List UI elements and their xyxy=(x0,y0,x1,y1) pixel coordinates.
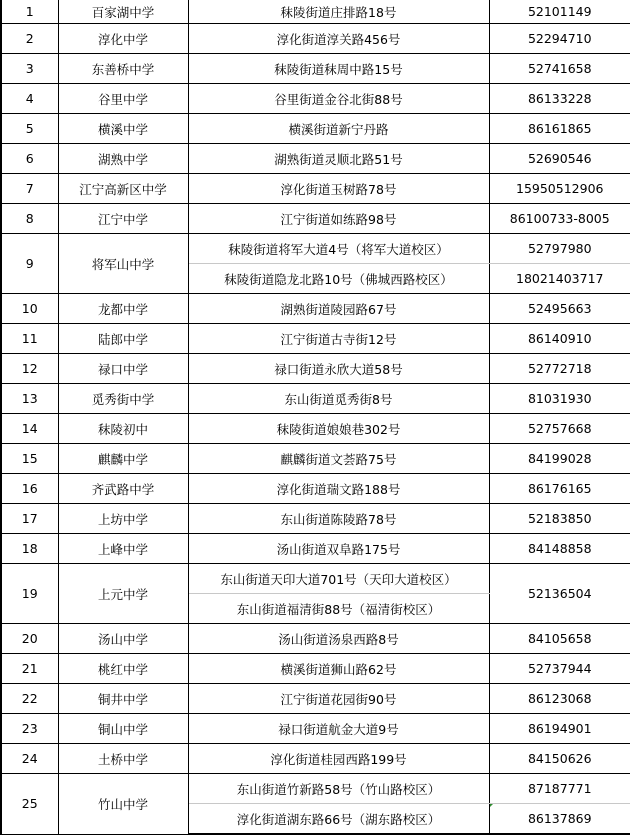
row-number: 9 xyxy=(1,234,58,294)
row-number: 14 xyxy=(1,414,58,444)
table-row xyxy=(1,684,630,714)
school-address: 湖熟街道陵园路67号 xyxy=(188,294,489,324)
table-row xyxy=(1,714,630,744)
school-phone: 81031930 xyxy=(489,384,630,414)
school-name: 秣陵初中 xyxy=(58,414,188,444)
school-name: 江宁高新区中学 xyxy=(58,174,188,204)
row-number: 23 xyxy=(1,714,58,744)
school-address: 淳化街道瑞文路188号 xyxy=(188,474,489,504)
school-name: 将军山中学 xyxy=(58,234,188,294)
school-phone: 52690546 xyxy=(489,144,630,174)
table-row xyxy=(1,414,630,444)
school-address: 江宁街道花园街90号 xyxy=(188,684,489,714)
table-row xyxy=(1,294,630,324)
table-row xyxy=(1,534,630,564)
row-number: 12 xyxy=(1,354,58,384)
school-phone: 87187771 xyxy=(489,774,630,804)
row-number: 19 xyxy=(1,564,58,624)
school-address: 秣陵街道娘娘巷302号 xyxy=(188,414,489,444)
school-phone: 86123068 xyxy=(489,684,630,714)
school-phone: 84105658 xyxy=(489,624,630,654)
table-row xyxy=(1,774,630,804)
school-phone: 52737944 xyxy=(489,654,630,684)
school-address: 东山街道天印大道701号（天印大道校区） xyxy=(188,564,489,594)
school-name: 陆郎中学 xyxy=(58,324,188,354)
row-number: 4 xyxy=(1,84,58,114)
row-number: 11 xyxy=(1,324,58,354)
table-row xyxy=(1,504,630,534)
table-row xyxy=(1,24,630,54)
table-row xyxy=(1,474,630,504)
row-number: 5 xyxy=(1,114,58,144)
school-address: 东山街道觅秀街8号 xyxy=(188,384,489,414)
school-phone: 52101149 xyxy=(489,0,630,24)
school-name: 谷里中学 xyxy=(58,84,188,114)
school-name: 龙都中学 xyxy=(58,294,188,324)
row-number: 17 xyxy=(1,504,58,534)
table-row xyxy=(1,564,630,594)
school-name: 东善桥中学 xyxy=(58,54,188,84)
school-address: 禄口街道航金大道9号 xyxy=(188,714,489,744)
table-row xyxy=(1,354,630,384)
school-name: 土桥中学 xyxy=(58,744,188,774)
school-address: 汤山街道双阜路175号 xyxy=(188,534,489,564)
school-address: 江宁街道如练路98号 xyxy=(188,204,489,234)
school-address-secondary: 淳化街道湖东路66号（湖东路校区） xyxy=(188,804,489,835)
table-row xyxy=(1,144,630,174)
school-name: 觅秀街中学 xyxy=(58,384,188,414)
table-row xyxy=(1,654,630,684)
school-address: 淳化街道桂园西路199号 xyxy=(188,744,489,774)
table-row xyxy=(1,54,630,84)
school-phone: 86133228 xyxy=(489,84,630,114)
school-address: 秣陵街道庄排路18号 xyxy=(188,0,489,24)
school-address-secondary: 秣陵街道隐龙北路10号（佛城西路校区） xyxy=(188,264,489,294)
school-address: 江宁街道古寺街12号 xyxy=(188,324,489,354)
row-number: 6 xyxy=(1,144,58,174)
school-name: 齐武路中学 xyxy=(58,474,188,504)
school-phone: 84148858 xyxy=(489,534,630,564)
school-name: 百家湖中学 xyxy=(58,0,188,24)
row-number: 1 xyxy=(1,0,58,24)
school-phone: 52136504 xyxy=(489,564,630,624)
school-name: 湖熟中学 xyxy=(58,144,188,174)
school-name: 竹山中学 xyxy=(58,774,188,835)
table-row xyxy=(1,624,630,654)
school-address: 谷里街道金谷北街88号 xyxy=(188,84,489,114)
table-row xyxy=(1,234,630,264)
school-name: 横溪中学 xyxy=(58,114,188,144)
school-address: 秣陵街道将军大道4号（将军大道校区） xyxy=(188,234,489,264)
row-number: 20 xyxy=(1,624,58,654)
school-address: 淳化街道玉树路78号 xyxy=(188,174,489,204)
school-address: 禄口街道永欣大道58号 xyxy=(188,354,489,384)
school-phone: 52741658 xyxy=(489,54,630,84)
row-number: 25 xyxy=(1,774,58,835)
school-phone: 84150626 xyxy=(489,744,630,774)
school-address: 淳化街道淳关路456号 xyxy=(188,24,489,54)
school-address: 横溪街道新宁丹路 xyxy=(188,114,489,144)
row-number: 18 xyxy=(1,534,58,564)
school-phone: 52294710 xyxy=(489,24,630,54)
table-row xyxy=(1,84,630,114)
school-name: 淳化中学 xyxy=(58,24,188,54)
row-number: 2 xyxy=(1,24,58,54)
row-number: 13 xyxy=(1,384,58,414)
school-name: 上峰中学 xyxy=(58,534,188,564)
school-address: 秣陵街道秣周中路15号 xyxy=(188,54,489,84)
table-row xyxy=(1,744,630,774)
school-phone: 86161865 xyxy=(489,114,630,144)
school-phone: 86176165 xyxy=(489,474,630,504)
table-row xyxy=(1,204,630,234)
school-phone: 52183850 xyxy=(489,504,630,534)
row-number: 15 xyxy=(1,444,58,474)
row-number: 3 xyxy=(1,54,58,84)
school-address: 麒麟街道文荟路75号 xyxy=(188,444,489,474)
row-number: 7 xyxy=(1,174,58,204)
table-row xyxy=(1,0,630,24)
row-number: 22 xyxy=(1,684,58,714)
school-name: 上元中学 xyxy=(58,564,188,624)
school-name: 铜山中学 xyxy=(58,714,188,744)
school-name: 江宁中学 xyxy=(58,204,188,234)
row-number: 8 xyxy=(1,204,58,234)
table-row xyxy=(1,114,630,144)
school-address: 东山街道陈陵路78号 xyxy=(188,504,489,534)
school-name: 麒麟中学 xyxy=(58,444,188,474)
school-name: 铜井中学 xyxy=(58,684,188,714)
school-phone: 52495663 xyxy=(489,294,630,324)
school-phone: 86100733-8005 xyxy=(489,204,630,234)
school-phone: 52757668 xyxy=(489,414,630,444)
school-phone: 52797980 xyxy=(489,234,630,264)
table-row xyxy=(1,324,630,354)
school-address: 横溪街道狮山路62号 xyxy=(188,654,489,684)
row-number: 24 xyxy=(1,744,58,774)
school-phone: 84199028 xyxy=(489,444,630,474)
school-name: 桃红中学 xyxy=(58,654,188,684)
school-address: 湖熟街道灵顺北路51号 xyxy=(188,144,489,174)
school-phone: 52772718 xyxy=(489,354,630,384)
school-phone-secondary: 86137869 xyxy=(489,804,630,835)
table-row xyxy=(1,384,630,414)
school-phone: 86194901 xyxy=(489,714,630,744)
school-name: 上坊中学 xyxy=(58,504,188,534)
school-address: 东山街道竹新路58号（竹山路校区） xyxy=(188,774,489,804)
school-phone: 15950512906 xyxy=(489,174,630,204)
table-row xyxy=(1,444,630,474)
school-address-secondary: 东山街道福清街88号（福清街校区） xyxy=(188,594,489,624)
school-name: 汤山中学 xyxy=(58,624,188,654)
school-address: 汤山街道汤泉西路8号 xyxy=(188,624,489,654)
row-number: 16 xyxy=(1,474,58,504)
school-phone-secondary: 18021403717 xyxy=(489,264,630,294)
school-phone: 86140910 xyxy=(489,324,630,354)
row-number: 21 xyxy=(1,654,58,684)
row-number: 10 xyxy=(1,294,58,324)
table-row xyxy=(1,174,630,204)
school-name: 禄口中学 xyxy=(58,354,188,384)
